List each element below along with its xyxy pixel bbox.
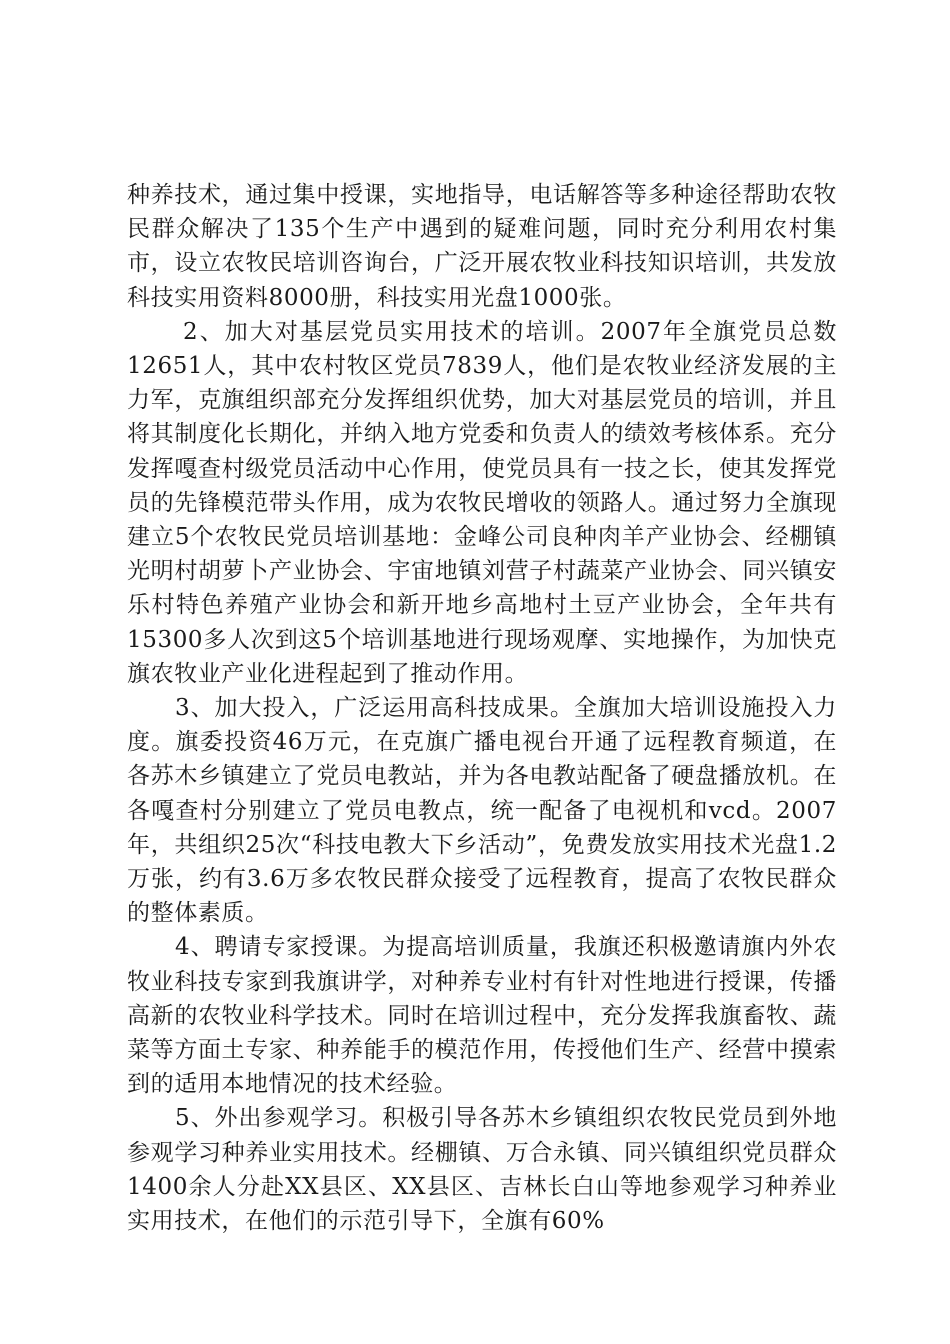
body-text <box>127 178 837 1238</box>
paragraph-5: 5、外出参观学习。积极引导各苏木乡镇组织农牧民党员到外地参观学习种养业实用技术。经棚镇、万合永镇、同兴镇组织党员群众1400余人分赴XX县区、XX县区、吉林长白山等地参观学习种养业实用技术，在他们的示范引导下，全旗有60% <box>127 1105 837 1235</box>
paragraph-2: 2、加大对基层党员实用技术的培训。2007年全旗党员总数12651人，其中农村牧区党员7839人，他们是农牧业经济发展的主力军，克旗组织部充分发挥组织优势，加大对基层党员的培训，并且将其制度化长期化，并纳入地方党委和负责人的绩效考核体系。充分发挥嘎查村级党员活动中心作用，使党员具有一技之长，使其发挥党员的先锋模范带头作用，成为农牧民增收的领路人。通过努力全旗现建立5个农牧民党员培训基地：金峰公司良种肉羊产业协会、经棚镇光明村胡萝卜产业协会、宇宙地镇刘营子村蔬菜产业协会、同兴镇安乐村特色养殖产业协会和新开地乡高地村土豆产业协会，全年共有15300多人次到这5个培训基地进行现场观摩、实地操作，为加快克旗农牧业产业化进程起到了推动作用。 <box>127 318 837 687</box>
paragraph-3: 3、加大投入，广泛运用高科技成果。全旗加大培训设施投入力度。旗委投资46万元，在克旗广播电视台开通了远程教育频道，在各苏木乡镇建立了党员电教站，并为各电教站配备了硬盘播放机。在各嘎查村分别建立了党员电教点，统一配备了电视机和vcd。2007年，共组织25次“科技电教大下乡活动”，免费发放实用技术光盘1.2万张，约有3.6万多农牧民群众接受了远程教育，提高了农牧民群众的整体素质。 <box>127 695 837 927</box>
paragraph-4: 4、聘请专家授课。为提高培训质量，我旗还积极邀请旗内外农牧业科技专家到我旗讲学，对种养专业村有针对性地进行授课，传播高新的农牧业科学技术。同时在培训过程中，充分发挥我旗畜牧、蔬菜等方面土专家、种养能手的模范作用，传授他们生产、经营中摸索到的适用本地情况的技术经验。 <box>127 934 837 1098</box>
paragraph-continuation: 种养技术，通过集中授课，实地指导，电话解答等多种途径帮助农牧民群众解决了135个生产中遇到的疑难问题，同时充分利用农村集市，设立农牧民培训咨询台，广泛开展农牧业科技知识培训，共发放科技实用资料8000册，科技实用光盘1000张。 <box>127 182 837 311</box>
